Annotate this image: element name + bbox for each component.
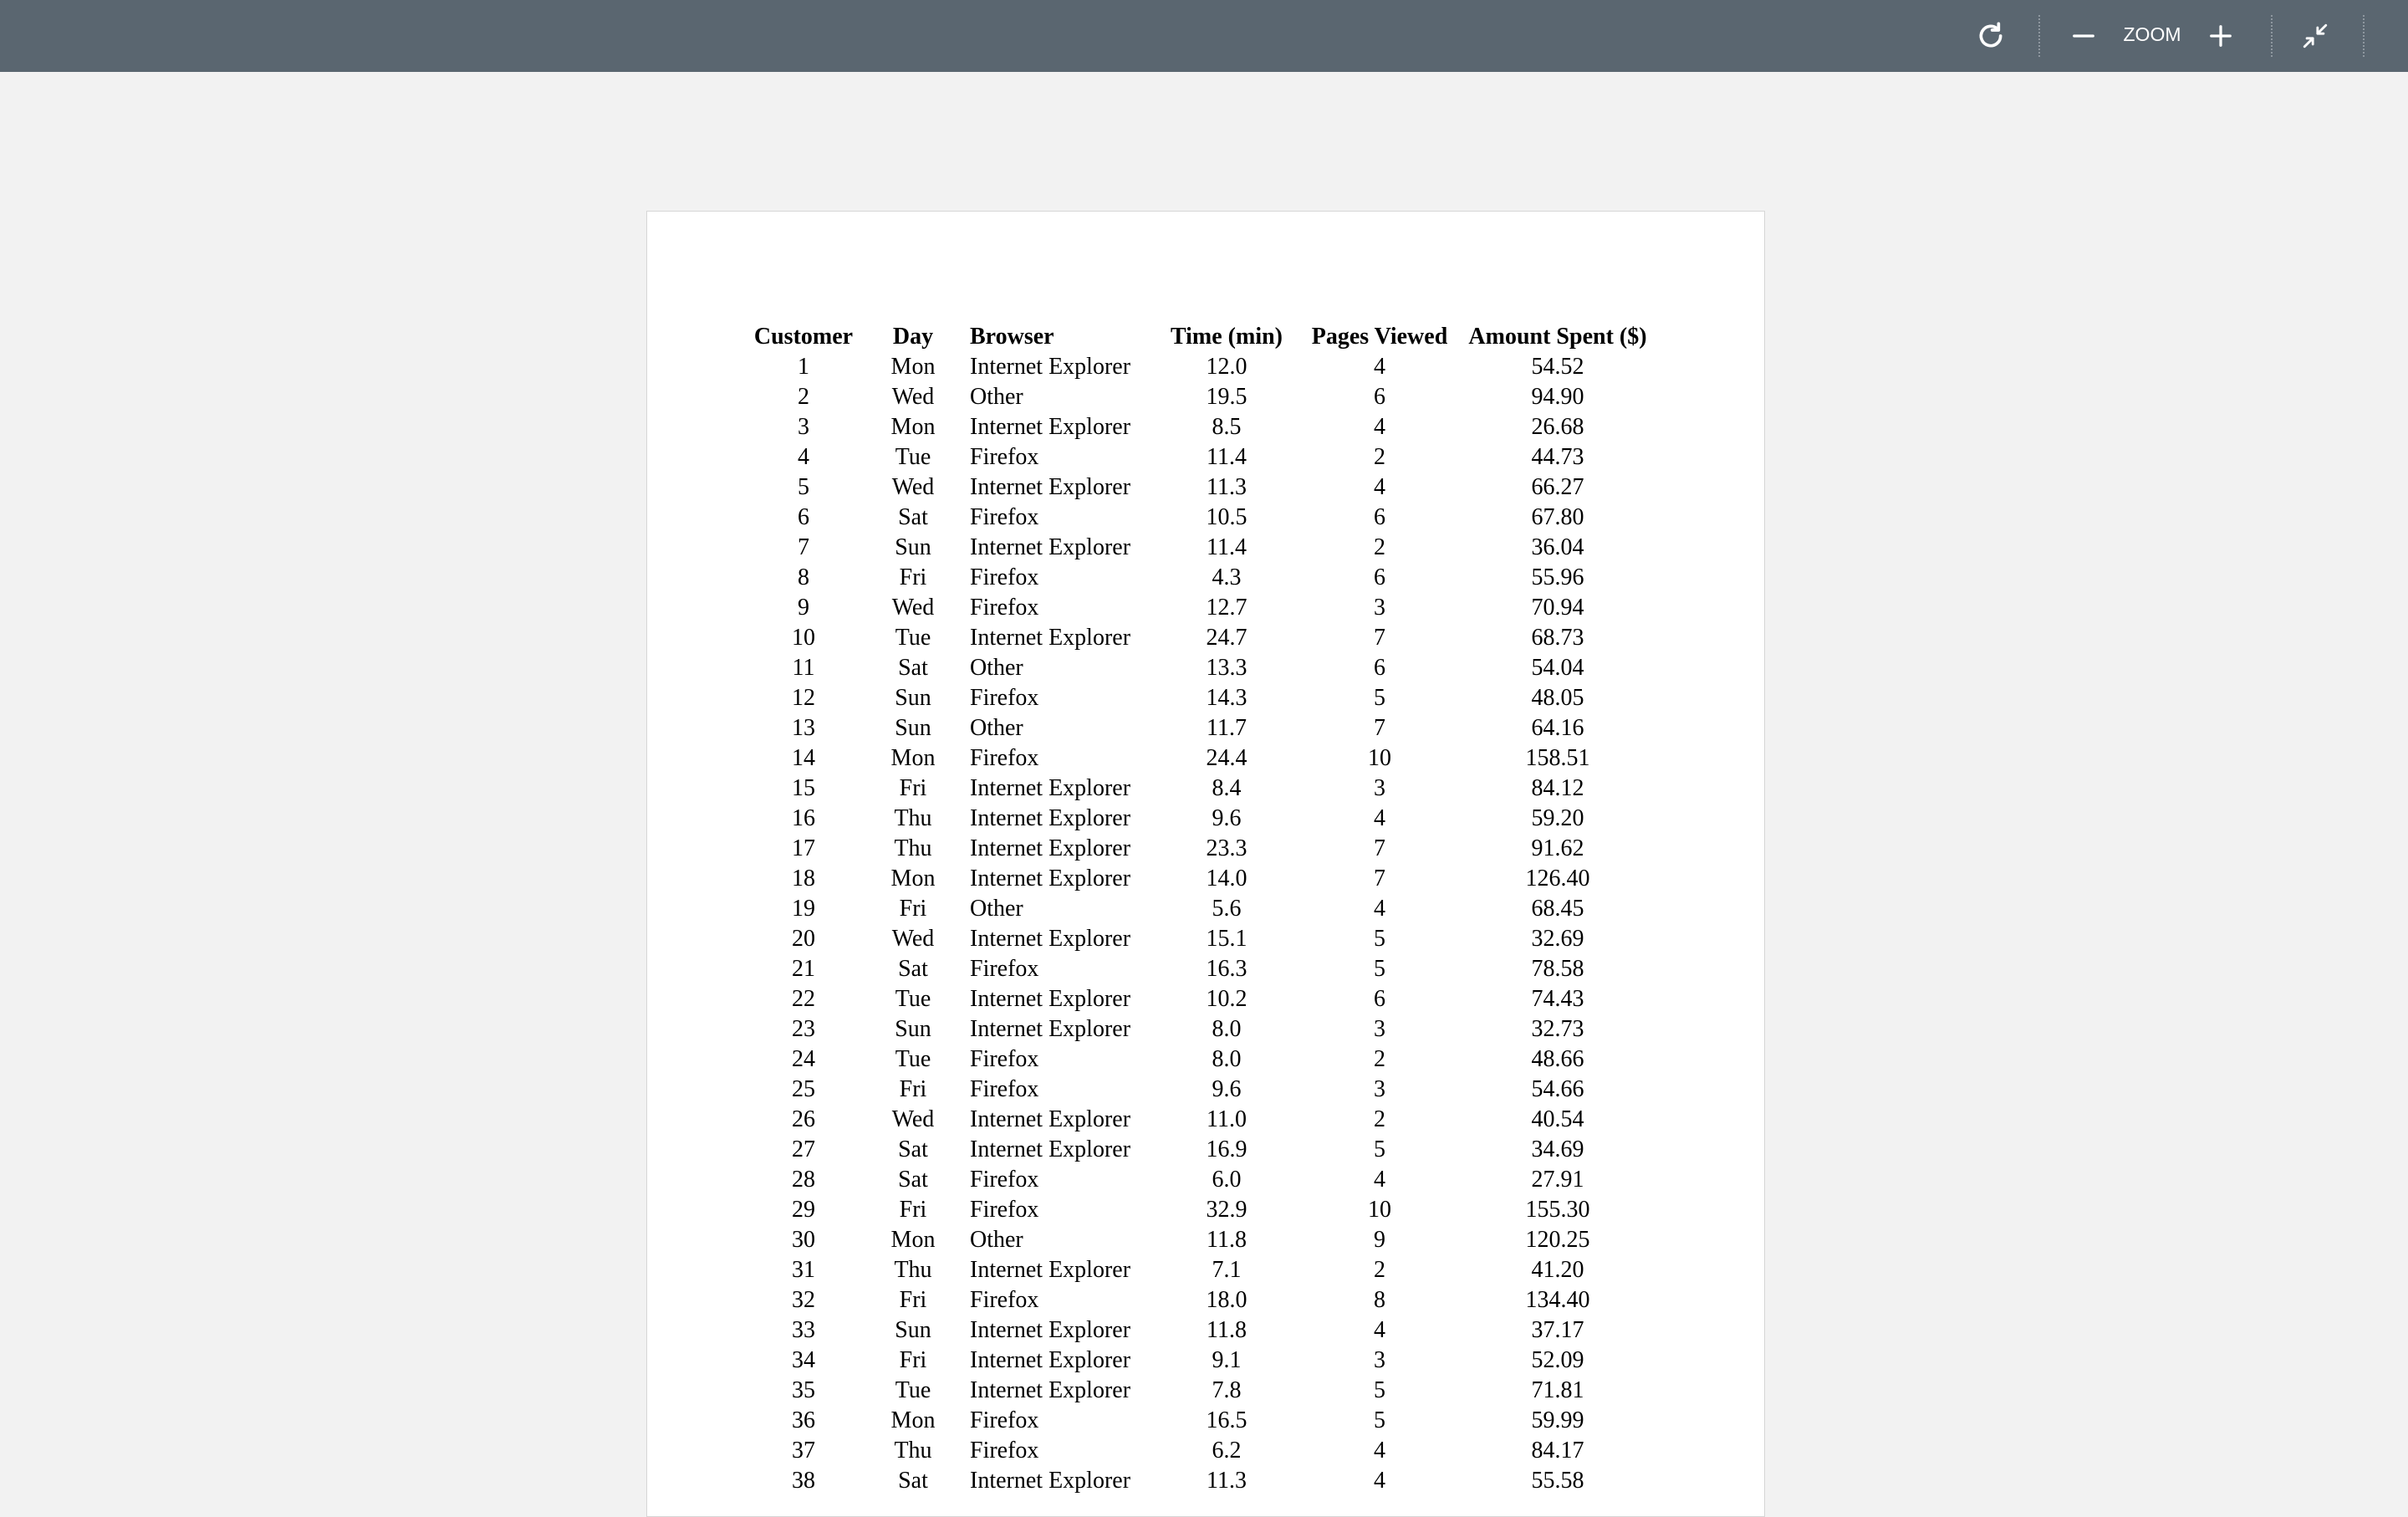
cell-customer: 31 (792, 1257, 815, 1283)
cell-browser: Firefox (970, 504, 1039, 530)
cell-pages-viewed: 9 (1374, 1227, 1385, 1253)
cell-day: Fri (899, 775, 927, 801)
cell-pages-viewed: 7 (1374, 835, 1385, 861)
cell-pages-viewed: 4 (1374, 1468, 1385, 1494)
cell-day: Fri (899, 1076, 927, 1102)
cell-browser: Firefox (970, 1197, 1039, 1223)
cell-pages-viewed: 8 (1374, 1287, 1385, 1313)
cell-browser: Firefox (970, 1046, 1039, 1072)
cell-browser: Other (970, 1227, 1023, 1253)
cell-browser: Internet Explorer (970, 866, 1131, 891)
cell-time: 11.4 (1207, 444, 1247, 470)
cell-amount-spent: 54.04 (1531, 655, 1584, 681)
cell-time: 8.5 (1212, 414, 1242, 440)
cell-time: 16.9 (1206, 1136, 1247, 1162)
cell-browser: Firefox (970, 564, 1039, 590)
table-row (751, 984, 1652, 1014)
zoom-label: ZOOM (2123, 23, 2181, 45)
cell-customer: 17 (792, 835, 815, 861)
cell-customer: 34 (792, 1347, 815, 1373)
cell-amount-spent: 54.66 (1531, 1076, 1584, 1102)
cell-day: Fri (899, 1287, 927, 1313)
cell-day: Thu (894, 805, 932, 831)
cell-browser: Other (970, 896, 1023, 922)
table-row (751, 503, 1652, 533)
cell-pages-viewed: 4 (1374, 354, 1385, 380)
cell-time: 23.3 (1206, 835, 1247, 861)
cell-amount-spent: 74.43 (1531, 986, 1584, 1012)
cell-browser: Internet Explorer (970, 1347, 1131, 1373)
cell-day: Tue (895, 625, 931, 651)
cell-amount-spent: 32.73 (1531, 1016, 1584, 1042)
table-row (751, 653, 1652, 683)
cell-pages-viewed: 7 (1374, 715, 1385, 741)
cell-amount-spent: 78.58 (1531, 956, 1584, 982)
cell-time: 7.1 (1212, 1257, 1242, 1283)
cell-customer: 1 (798, 354, 809, 380)
cell-customer: 28 (792, 1167, 815, 1193)
rotate-icon (1974, 19, 2008, 53)
cell-time: 16.3 (1206, 956, 1247, 982)
toolbar-separator (2271, 15, 2273, 57)
cell-day: Sat (898, 956, 928, 982)
cell-amount-spent: 67.80 (1531, 504, 1584, 530)
cell-day: Fri (899, 1197, 927, 1223)
cell-day: Mon (890, 1227, 936, 1253)
cell-browser: Internet Explorer (970, 986, 1131, 1012)
cell-day: Sun (895, 715, 931, 741)
cell-amount-spent: 155.30 (1525, 1197, 1590, 1223)
table-row (751, 412, 1652, 442)
cell-day: Sun (895, 1317, 931, 1343)
cell-time: 7.8 (1212, 1377, 1242, 1403)
cell-day: Thu (894, 1438, 932, 1463)
cell-browser: Firefox (970, 444, 1039, 470)
cell-browser: Internet Explorer (970, 354, 1131, 380)
cell-amount-spent: 41.20 (1531, 1257, 1584, 1283)
cell-time: 11.7 (1207, 715, 1247, 741)
cell-browser: Internet Explorer (970, 1257, 1131, 1283)
cell-browser: Firefox (970, 1438, 1039, 1463)
cell-pages-viewed: 4 (1374, 414, 1385, 440)
cell-amount-spent: 134.40 (1525, 1287, 1590, 1313)
table-row (751, 1285, 1652, 1315)
cell-day: Mon (890, 1407, 936, 1433)
cell-day: Sat (898, 504, 928, 530)
cell-customer: 15 (792, 775, 815, 801)
table-row (751, 1255, 1652, 1285)
cell-time: 6.0 (1212, 1167, 1242, 1193)
cell-browser: Internet Explorer (970, 805, 1131, 831)
cell-browser: Firefox (970, 685, 1039, 711)
table-row (751, 472, 1652, 503)
header-time: Time (min) (1170, 324, 1283, 350)
cell-pages-viewed: 4 (1374, 1317, 1385, 1343)
cell-browser: Other (970, 655, 1023, 681)
cell-customer: 35 (792, 1377, 815, 1403)
cell-browser: Internet Explorer (970, 1106, 1131, 1132)
cell-day: Fri (899, 896, 927, 922)
cell-amount-spent: 84.17 (1531, 1438, 1584, 1463)
cell-pages-viewed: 6 (1374, 564, 1385, 590)
cell-pages-viewed: 5 (1374, 1136, 1385, 1162)
cell-day: Tue (895, 1377, 931, 1403)
cell-amount-spent: 120.25 (1525, 1227, 1590, 1253)
cell-amount-spent: 37.17 (1531, 1317, 1584, 1343)
cell-pages-viewed: 4 (1374, 1438, 1385, 1463)
cell-pages-viewed: 2 (1374, 1046, 1385, 1072)
cell-time: 11.8 (1207, 1317, 1247, 1343)
table-row (751, 1315, 1652, 1346)
cell-browser: Internet Explorer (970, 926, 1131, 952)
cell-customer: 18 (792, 866, 815, 891)
cell-customer: 22 (792, 986, 815, 1012)
cell-customer: 16 (792, 805, 815, 831)
cell-day: Sun (895, 534, 931, 560)
cell-customer: 19 (792, 896, 815, 922)
cell-customer: 38 (792, 1468, 815, 1494)
cell-pages-viewed: 3 (1374, 1347, 1385, 1373)
exit-fullscreen-button[interactable] (2294, 15, 2336, 57)
cell-amount-spent: 70.94 (1531, 595, 1584, 621)
cell-customer: 2 (798, 384, 809, 410)
cell-customer: 37 (792, 1438, 815, 1463)
cell-amount-spent: 59.20 (1531, 805, 1584, 831)
cell-customer: 12 (792, 685, 815, 711)
plus-icon (2208, 23, 2233, 49)
cell-browser: Internet Explorer (970, 414, 1131, 440)
cell-customer: 30 (792, 1227, 815, 1253)
cell-day: Fri (899, 1347, 927, 1373)
cell-pages-viewed: 4 (1374, 474, 1385, 500)
cell-time: 9.6 (1212, 805, 1242, 831)
cell-day: Thu (894, 1257, 932, 1283)
table-row (751, 442, 1652, 472)
cell-amount-spent: 68.45 (1531, 896, 1584, 922)
table-row (751, 352, 1652, 382)
cell-pages-viewed: 7 (1374, 625, 1385, 651)
cell-amount-spent: 126.40 (1525, 866, 1590, 891)
cell-amount-spent: 84.12 (1531, 775, 1584, 801)
cell-browser: Firefox (970, 745, 1039, 771)
cell-time: 11.8 (1207, 1227, 1247, 1253)
cell-browser: Internet Explorer (970, 775, 1131, 801)
cell-amount-spent: 66.27 (1531, 474, 1584, 500)
cell-customer: 26 (792, 1106, 815, 1132)
cell-day: Tue (895, 986, 931, 1012)
cell-time: 12.7 (1206, 595, 1247, 621)
cell-day: Tue (895, 444, 931, 470)
cell-pages-viewed: 6 (1374, 655, 1385, 681)
cell-amount-spent: 26.68 (1531, 414, 1584, 440)
cell-day: Mon (890, 354, 936, 380)
cell-day: Mon (890, 866, 936, 891)
cell-customer: 23 (792, 1016, 815, 1042)
cell-customer: 21 (792, 956, 815, 982)
toolbar-separator (2038, 15, 2040, 57)
minus-icon (2071, 23, 2096, 49)
collapse-icon (2301, 22, 2329, 50)
cell-amount-spent: 68.73 (1531, 625, 1584, 651)
zoom-out-button[interactable] (2064, 15, 2104, 57)
cell-time: 6.2 (1212, 1438, 1242, 1463)
cell-customer: 11 (792, 655, 815, 681)
cell-time: 24.7 (1206, 625, 1247, 651)
cell-day: Sun (895, 685, 931, 711)
cell-day: Sat (898, 1167, 928, 1193)
table-row (751, 1075, 1652, 1105)
table-row (751, 1165, 1652, 1195)
cell-day: Wed (891, 595, 935, 621)
cell-day: Sat (898, 655, 928, 681)
cell-time: 8.0 (1212, 1046, 1242, 1072)
cell-pages-viewed: 3 (1374, 775, 1385, 801)
cell-time: 5.6 (1212, 896, 1242, 922)
cell-customer: 33 (792, 1317, 815, 1343)
cell-browser: Firefox (970, 1407, 1039, 1433)
cell-amount-spent: 34.69 (1531, 1136, 1584, 1162)
cell-time: 15.1 (1206, 926, 1247, 952)
cell-customer: 3 (798, 414, 809, 440)
cell-day: Sat (898, 1136, 928, 1162)
cell-customer: 36 (792, 1407, 815, 1433)
cell-browser: Internet Explorer (970, 474, 1131, 500)
table-row (751, 1014, 1652, 1045)
cell-day: Wed (891, 384, 935, 410)
cell-browser: Firefox (970, 1076, 1039, 1102)
cell-browser: Internet Explorer (970, 1468, 1131, 1494)
cell-customer: 7 (798, 534, 809, 560)
cell-pages-viewed: 4 (1374, 805, 1385, 831)
cell-time: 16.5 (1206, 1407, 1247, 1433)
cell-browser: Other (970, 384, 1023, 410)
data-table (751, 322, 1652, 1496)
cell-day: Tue (895, 1046, 931, 1072)
cell-day: Thu (894, 835, 932, 861)
cell-time: 10.2 (1206, 986, 1247, 1012)
cell-day: Sun (895, 1016, 931, 1042)
cell-amount-spent: 91.62 (1531, 835, 1584, 861)
table-row (751, 834, 1652, 864)
table-row (751, 1436, 1652, 1466)
cell-customer: 9 (798, 595, 809, 621)
cell-amount-spent: 64.16 (1531, 715, 1584, 741)
table-row (751, 1346, 1652, 1376)
table-body (751, 352, 1652, 1496)
cell-pages-viewed: 2 (1374, 534, 1385, 560)
cell-time: 14.3 (1206, 685, 1247, 711)
cell-amount-spent: 40.54 (1531, 1106, 1584, 1132)
cell-time: 13.3 (1206, 655, 1247, 681)
cell-browser: Other (970, 715, 1023, 741)
table-row (751, 683, 1652, 713)
table-row (751, 1045, 1652, 1075)
cell-day: Wed (891, 474, 935, 500)
header-browser: Browser (970, 324, 1054, 350)
cell-pages-viewed: 3 (1374, 1076, 1385, 1102)
cell-pages-viewed: 5 (1374, 926, 1385, 952)
cell-browser: Internet Explorer (970, 625, 1131, 651)
cell-customer: 4 (798, 444, 809, 470)
cell-pages-viewed: 10 (1368, 745, 1391, 771)
table-row (751, 804, 1652, 834)
cell-day: Wed (891, 926, 935, 952)
cell-time: 10.5 (1206, 504, 1247, 530)
cell-amount-spent: 158.51 (1525, 745, 1590, 771)
rotate-button[interactable] (1970, 15, 2012, 57)
table-row (751, 743, 1652, 774)
cell-pages-viewed: 5 (1374, 956, 1385, 982)
cell-browser: Firefox (970, 1287, 1039, 1313)
cell-amount-spent: 27.91 (1531, 1167, 1584, 1193)
cell-pages-viewed: 4 (1374, 896, 1385, 922)
cell-browser: Internet Explorer (970, 1317, 1131, 1343)
cell-customer: 5 (798, 474, 809, 500)
table-row (751, 563, 1652, 593)
viewer-toolbar (0, 0, 2408, 72)
cell-amount-spent: 52.09 (1531, 1347, 1584, 1373)
cell-day: Mon (890, 414, 936, 440)
cell-time: 11.4 (1207, 534, 1247, 560)
table-row (751, 1135, 1652, 1165)
table-row (751, 623, 1652, 653)
cell-customer: 20 (792, 926, 815, 952)
cell-customer: 32 (792, 1287, 815, 1313)
cell-day: Wed (891, 1106, 935, 1132)
cell-time: 19.5 (1206, 384, 1247, 410)
cell-amount-spent: 71.81 (1531, 1377, 1584, 1403)
cell-time: 12.0 (1206, 354, 1247, 380)
header-customer: Customer (753, 324, 854, 350)
table-row (751, 924, 1652, 954)
cell-pages-viewed: 6 (1374, 986, 1385, 1012)
cell-browser: Internet Explorer (970, 1377, 1131, 1403)
cell-pages-viewed: 3 (1374, 595, 1385, 621)
cell-customer: 13 (792, 715, 815, 741)
cell-amount-spent: 48.66 (1531, 1046, 1584, 1072)
table-row (751, 1105, 1652, 1135)
cell-browser: Internet Explorer (970, 1016, 1131, 1042)
cell-amount-spent: 94.90 (1531, 384, 1584, 410)
cell-amount-spent: 32.69 (1531, 926, 1584, 952)
cell-pages-viewed: 3 (1374, 1016, 1385, 1042)
cell-day: Mon (890, 745, 936, 771)
cell-browser: Internet Explorer (970, 534, 1131, 560)
cell-pages-viewed: 4 (1374, 1167, 1385, 1193)
table-row (751, 1225, 1652, 1255)
cell-amount-spent: 55.58 (1531, 1468, 1584, 1494)
header-pages-viewed: Pages Viewed (1311, 324, 1448, 350)
cell-pages-viewed: 5 (1374, 685, 1385, 711)
cell-amount-spent: 36.04 (1531, 534, 1584, 560)
cell-customer: 25 (792, 1076, 815, 1102)
table-header-row (751, 322, 1652, 352)
cell-pages-viewed: 7 (1374, 866, 1385, 891)
cell-time: 24.4 (1206, 745, 1247, 771)
table-row (751, 1406, 1652, 1436)
cell-time: 8.0 (1212, 1016, 1242, 1042)
cell-amount-spent: 55.96 (1531, 564, 1584, 590)
table-row (751, 954, 1652, 984)
cell-customer: 8 (798, 564, 809, 590)
table-row (751, 1466, 1652, 1496)
cell-amount-spent: 48.05 (1531, 685, 1584, 711)
cell-browser: Firefox (970, 1167, 1039, 1193)
header-day: Day (892, 324, 934, 350)
cell-pages-viewed: 5 (1374, 1377, 1385, 1403)
table-row (751, 1195, 1652, 1225)
cell-pages-viewed: 2 (1374, 1257, 1385, 1283)
cell-time: 11.3 (1207, 474, 1247, 500)
cell-browser: Firefox (970, 595, 1039, 621)
table-row (751, 713, 1652, 743)
cell-time: 8.4 (1212, 775, 1242, 801)
cell-amount-spent: 54.52 (1531, 354, 1584, 380)
zoom-in-button[interactable] (2201, 15, 2241, 57)
cell-time: 32.9 (1206, 1197, 1247, 1223)
cell-pages-viewed: 6 (1374, 504, 1385, 530)
cell-day: Sat (898, 1468, 928, 1494)
cell-browser: Firefox (970, 956, 1039, 982)
cell-amount-spent: 44.73 (1531, 444, 1584, 470)
cell-customer: 6 (798, 504, 809, 530)
cell-time: 11.0 (1207, 1106, 1247, 1132)
table-row (751, 533, 1652, 563)
table-row (751, 894, 1652, 924)
table-row (751, 1376, 1652, 1406)
document-page (646, 211, 1765, 1517)
cell-amount-spent: 59.99 (1531, 1407, 1584, 1433)
cell-customer: 27 (792, 1136, 815, 1162)
cell-time: 18.0 (1206, 1287, 1247, 1313)
toolbar-separator (2363, 15, 2365, 57)
table-row (751, 593, 1652, 623)
cell-browser: Internet Explorer (970, 1136, 1131, 1162)
cell-customer: 14 (792, 745, 815, 771)
table-row (751, 774, 1652, 804)
cell-pages-viewed: 10 (1368, 1197, 1391, 1223)
cell-pages-viewed: 2 (1374, 444, 1385, 470)
cell-customer: 10 (792, 625, 815, 651)
cell-time: 9.6 (1212, 1076, 1242, 1102)
cell-time: 9.1 (1212, 1347, 1242, 1373)
cell-time: 4.3 (1212, 564, 1242, 590)
cell-time: 11.3 (1207, 1468, 1247, 1494)
header-amount-spent: Amount Spent ($) (1468, 324, 1647, 350)
table-row (751, 382, 1652, 412)
cell-customer: 24 (792, 1046, 815, 1072)
cell-browser: Internet Explorer (970, 835, 1131, 861)
cell-time: 14.0 (1206, 866, 1247, 891)
cell-customer: 29 (792, 1197, 815, 1223)
cell-pages-viewed: 6 (1374, 384, 1385, 410)
table-row (751, 864, 1652, 894)
cell-pages-viewed: 5 (1374, 1407, 1385, 1433)
cell-day: Fri (899, 564, 927, 590)
cell-pages-viewed: 2 (1374, 1106, 1385, 1132)
